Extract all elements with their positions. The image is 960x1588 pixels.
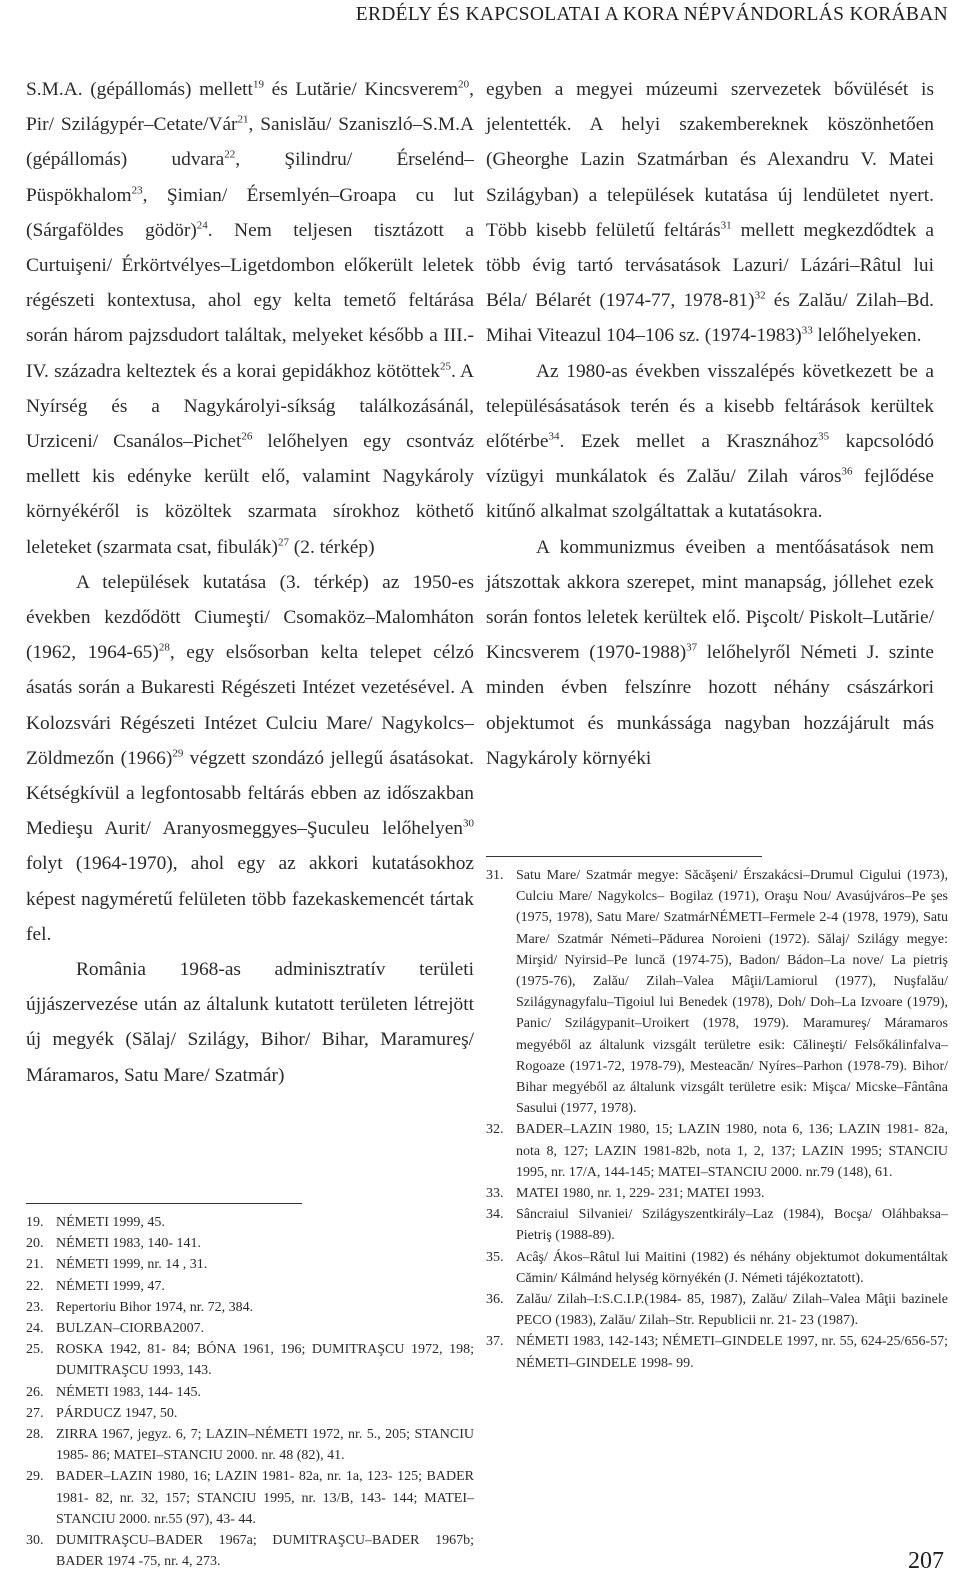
footnote bbox=[26, 1424, 474, 1466]
footnote-text: NÉMETI 1983, 140- 141. bbox=[56, 1236, 202, 1252]
footnote-number: 26. bbox=[26, 1384, 44, 1400]
footnote-text: NÉMETI 1983, 144- 145. bbox=[56, 1384, 202, 1400]
footnote bbox=[26, 1212, 474, 1233]
text-run: . A Nyírség és a Nagykárolyi-síkság találkozásánál, Urziceni/ Csanálos–Pichet bbox=[26, 360, 474, 453]
footnote bbox=[486, 1183, 948, 1204]
footnote bbox=[486, 1331, 948, 1373]
text-run: . Nem teljesen tisztázott a Curtuişeni/ Érkörtvélyes–Ligetdombon előkerült leletek régészeti kontextusa, ahol egy kelta temető feltárása során három pajzsdudort találtak, melyeket később a III.-IV. századra kelteztek és a korai gepidákhoz kötöttek bbox=[26, 219, 474, 382]
footnote-text: NÉMETI 1983, 142-143; NÉMETI–GINDELE 1997, nr. 55, 624-25/656-57; NÉMETI–GINDELE 1998- 99. bbox=[516, 1334, 948, 1371]
footnote-text: NÉMETI 1999, 47. bbox=[56, 1278, 165, 1294]
footnotes-left bbox=[26, 1212, 474, 1572]
footnote-number: 37. bbox=[486, 1334, 504, 1350]
footnote-ref: 27 bbox=[277, 536, 289, 549]
footnote-ref: 35 bbox=[818, 430, 830, 443]
footnote-ref: 37 bbox=[686, 641, 698, 654]
footnote-number: 19. bbox=[26, 1215, 44, 1230]
footnote-text: NÉMETI 1999, nr. 14 , 31. bbox=[56, 1257, 208, 1273]
text-run: , Pir/ Szilágypér–Cetate/Vár bbox=[26, 79, 474, 136]
footnote-number: 31. bbox=[486, 868, 504, 883]
footnote-ref: 34 bbox=[548, 430, 560, 443]
footnote-text: ZIRRA 1967, jegyz. 6, 7; LAZIN–NÉMETI 1972, nr. 5., 205; STANCIU 1985- 86; MATEI–STANCIU 2000. nr. 48 (82), 41. bbox=[56, 1427, 474, 1464]
paragraph bbox=[486, 72, 934, 354]
footnote bbox=[26, 1233, 474, 1254]
text-run: (3. térkép) az 1950-es években kezdődött Ciumeşti/ Csomaköz–Malomháton (1962, 1964-65) bbox=[26, 571, 474, 664]
footnote-ref: 31 bbox=[720, 219, 732, 232]
footnote-ref: 20 bbox=[458, 78, 470, 91]
footnote-text: Acâş/ Ákos–Râtul lui Maitini (1982) és néhány objektumot dokumentáltak Cămin/ Kálmánd helység környékén (J. Németi tájékoztatott). bbox=[516, 1249, 948, 1286]
footnote-text: Zalău/ Zilah–I:S.C.I.P.(1984- 85, 1987), Zalău/ Zilah–Valea Mâţii bazinele PECO (1983), Zalău/ Zilah–Str. Republicii nr. 21- 23 (1987). bbox=[516, 1292, 948, 1329]
text-run: , Sanislău/ Szaniszló–S.M.A (gépállomás) udvara bbox=[26, 114, 474, 171]
footnote-text: PÁRDUCZ 1947, 50. bbox=[56, 1405, 178, 1421]
footnote-number: 29. bbox=[26, 1469, 44, 1485]
text-run: lelőhelyeken. bbox=[812, 325, 922, 347]
footnote bbox=[486, 1247, 948, 1289]
page-number: 207 bbox=[908, 1548, 944, 1574]
footnote-number: 34. bbox=[486, 1207, 504, 1223]
footnote-ref: 21 bbox=[237, 113, 249, 126]
footnote-ref: 32 bbox=[754, 289, 766, 302]
footnote bbox=[486, 1119, 948, 1183]
footnote-number: 22. bbox=[26, 1278, 44, 1294]
footnote-number: 20. bbox=[26, 1236, 44, 1252]
footnote bbox=[26, 1403, 474, 1424]
footnote-text: MATEI 1980, nr. 1, 229- 231; MATEI 1993. bbox=[516, 1186, 765, 1202]
footnote bbox=[26, 1382, 474, 1403]
text-run: . Ezek mellet a Krasznához bbox=[559, 431, 819, 453]
footnote-separator bbox=[26, 1203, 302, 1204]
footnote-ref: 22 bbox=[224, 148, 236, 161]
text-run: , Şimian/ Érsemlyén–Groapa cu lut (Sárgaföldes gödör) bbox=[26, 184, 474, 241]
footnote-text: BULZAN–CIORBA2007. bbox=[56, 1321, 205, 1337]
text-run: egyben a megyei múzeumi szervezetek bővülését is jelentették. A helyi szakembereknek köszönhetően (Gheorghe Lazin Szatmárban és Alexandru V. Matei Szilágyban) a települések kutatása új lendületet nyert. Több kisebb felületű feltárás bbox=[486, 79, 934, 241]
footnote-ref: 25 bbox=[439, 360, 451, 373]
text-run: és Zalău/ Zilah–Bd. Mihai Viteazul 104–106 sz. (1974-1983) bbox=[486, 290, 934, 347]
footnote-text: DUMITRAŞCU–BADER 1967a; DUMITRAŞCU–BADER 1967b; BADER 1974 -75, nr. 4, 273. bbox=[56, 1533, 474, 1570]
footnote bbox=[486, 1289, 948, 1331]
footnote-number: 33. bbox=[486, 1186, 504, 1202]
footnote-separator bbox=[486, 856, 762, 857]
footnote-ref: 28 bbox=[158, 641, 170, 654]
footnote bbox=[26, 1276, 474, 1297]
footnote-number: 28. bbox=[26, 1427, 44, 1443]
footnote-number: 23. bbox=[26, 1299, 44, 1315]
footnote-text: Sâncraiul Silvaniei/ Szilágyszentkirály–Laz (1984), Bocşa/ Oláhbaksa–Pietriş (1988-89). bbox=[516, 1207, 948, 1244]
paragraph bbox=[486, 530, 934, 776]
left-column bbox=[26, 72, 474, 1093]
footnote bbox=[26, 1466, 474, 1530]
footnote-number: 25. bbox=[26, 1342, 44, 1358]
footnote-text: Repertoriu Bihor 1974, nr. 72, 384. bbox=[56, 1299, 254, 1315]
footnote bbox=[486, 865, 948, 1119]
footnote-number: 21. bbox=[26, 1257, 44, 1273]
text-run: mellett megkezdődtek a több évig tartó tervásatások Lazuri/ Lázári–Râtul lui Béla/ Bélarét (1974-77, 1978-81) bbox=[486, 219, 934, 312]
text-run: folyt (1964-1970), ahol egy az akkori kutatásokhoz képest nagyméretű felületen több fazekaskemencét tártak fel. bbox=[26, 853, 474, 945]
section-lead: A települések kutatása bbox=[76, 571, 267, 593]
footnote-ref: 33 bbox=[801, 324, 813, 337]
text-run: kapcsolódó vízügyi munkálatok és Zalău/ Zilah város bbox=[486, 431, 935, 488]
footnote bbox=[26, 1530, 474, 1572]
footnote-ref: 36 bbox=[841, 465, 853, 478]
footnote-text: NÉMETI 1999, 45. bbox=[56, 1215, 165, 1230]
footnote-text: BADER–LAZIN 1980, 16; LAZIN 1981- 82a, nr. 1a, 123- 125; BADER 1981- 82, nr. 32, 157; STANCIU 1995, nr. 13/B, 143- 144; MATEI–STANCIU 2000. nr.55 (97), 43- 44. bbox=[56, 1469, 474, 1527]
footnote-ref: 29 bbox=[172, 747, 184, 760]
footnote-ref: 19 bbox=[252, 78, 264, 91]
paragraph: România 1968-as adminisztratív területi újjászervezése után az általunk kutatott területen létrejött új megyék (Sălaj/ Szilágy, Bihor/ Bihar, Maramureş/ Máramaros, Satu Mare/ Szatmár) bbox=[26, 959, 474, 1086]
footnote bbox=[26, 1297, 474, 1318]
text-run: lelőhelyen egy csontváz mellett kis edényke került elő, valamint Nagykároly környékéről is közöltek szarmata sírokhoz köthető leleteket (szarmata csat, fibulák) bbox=[26, 431, 474, 558]
footnote-ref: 23 bbox=[131, 184, 143, 197]
text-run: fejlődése kitűnő alkalmat szolgáltattak a kutatásokra. bbox=[486, 466, 934, 523]
text-run: és Lutărie/ Kincsverem bbox=[263, 79, 459, 100]
footnote-text: Satu Mare/ Szatmár megye: Săcăşeni/ Érszakácsi–Drumul Cigului (1973), Culciu Mare/ Nagykolcs– Bogilaz (1971), Oraşu Nou/ Avasújváros–Pe şes (1975, 1978), Satu Mare/ SzatmárNÉMETI–Fermele 2-4 (1978, 1979), Satu Mare/ Szatmár Németi–Pădurea Noroieni (1972). Sălaj/ Szilágy megye: Mirşid/ Nyirsid–Pe luncă (1974-75), Badon/ Bádon–La nove/ La pietriş (1975-76), Zalău/ Zilah–Valea Mâţii/Lamiorul (1977), Nuşfalău/ Szilágynagyfalu–Tigoiul lui Benedek (1978), Doh/ Doh–La Izvoare (1979), Panic/ Szilágypanit–Uroikert (1978, 1979). Maramureş/ Máramaros megyéből az általunk vizsgált területre esik: Călineşti/ Felsőkálinfalva–Rogoaze (1971-72, 1978-79), Mesteacăn/ Nyíres–Parhon (1978-79). Bihor/ Bihar megyéből az általunk vizsgált területre esik: Mişca/ Micske–Fântâna Sasului (1977, 1978). bbox=[516, 868, 948, 1117]
footnotes-right bbox=[486, 865, 948, 1374]
footnote-ref: 30 bbox=[463, 817, 474, 830]
footnote-text: BADER–LAZIN 1980, 15; LAZIN 1980, nota 6, 136; LAZIN 1981- 82a, nota 8, 127; LAZIN 1981-82b, nota 1, 2, 137; LAZIN 1995; STANCIU 1995, nr. 17/A, 144-145; MATEI–STANCIU 2000. nr.79 (148), 61. bbox=[516, 1122, 948, 1180]
text-run: végzett szondázó jellegű ásatásokat. Kétségkívül a legfontosabb feltárás ebben az időszakban Medieşu Aurit/ Aranyosmeggyes–Şuculeu lelőhelyen bbox=[26, 747, 474, 840]
text-run: (2. térkép) bbox=[288, 536, 375, 558]
text-run: lelőhelyről Németi J. szinte minden évben felszínre hozott néhány császárkori objektumot és munkássága nagyban hozzájárult más Nagykároly környéki bbox=[486, 642, 934, 769]
footnote bbox=[486, 1204, 948, 1246]
paragraph bbox=[26, 565, 474, 952]
text-run: A kommunizmus éveiben a mentőásatások nem játszottak akkora szerepet, mint manapság, jóllehet ezek során fontos leletek kerültek elő. Pişcolt/ Piskolt–Lutărie/ Kincsverem (1970-1988) bbox=[486, 536, 934, 664]
footnote bbox=[26, 1254, 474, 1275]
footnote-text: ROSKA 1942, 81- 84; BÓNA 1961, 196; DUMITRAŞCU 1972, 198; DUMITRAŞCU 1993, 143. bbox=[56, 1342, 474, 1379]
footnote-number: 30. bbox=[26, 1533, 44, 1549]
text-run: S.M.A. (gépállomás) mellett bbox=[26, 79, 253, 100]
paragraph bbox=[486, 354, 934, 530]
text-run: , Şilindru/ Érselénd–Püspökhalom bbox=[26, 149, 474, 206]
footnote-number: 36. bbox=[486, 1292, 504, 1308]
footnote-ref: 26 bbox=[241, 430, 253, 443]
text-run: , egy elsősorban kelta telepet célzó ásatás során a Bukaresti Régészeti Intézet vezetésével. A Kolozsvári Régészeti Intézet Culciu Mare/ Nagykolcs–Zöldmezőn (1966) bbox=[26, 642, 474, 769]
footnote-number: 32. bbox=[486, 1122, 504, 1138]
footnote bbox=[26, 1318, 474, 1339]
footnote-number: 27. bbox=[26, 1405, 44, 1421]
footnote-number: 24. bbox=[26, 1321, 44, 1337]
footnote-ref: 24 bbox=[196, 219, 208, 232]
footnote-number: 35. bbox=[486, 1249, 504, 1265]
running-header: ERDÉLY ÉS KAPCSOLATAI A KORA NÉPVÁNDORLÁS KORÁBAN bbox=[355, 4, 948, 25]
text-run: Az 1980-as években visszalépés következett be a településásatások terén és a kisebb feltárások kerültek előtérbe bbox=[486, 360, 934, 453]
paragraph bbox=[26, 72, 474, 565]
right-column bbox=[486, 72, 934, 776]
footnote bbox=[26, 1339, 474, 1381]
